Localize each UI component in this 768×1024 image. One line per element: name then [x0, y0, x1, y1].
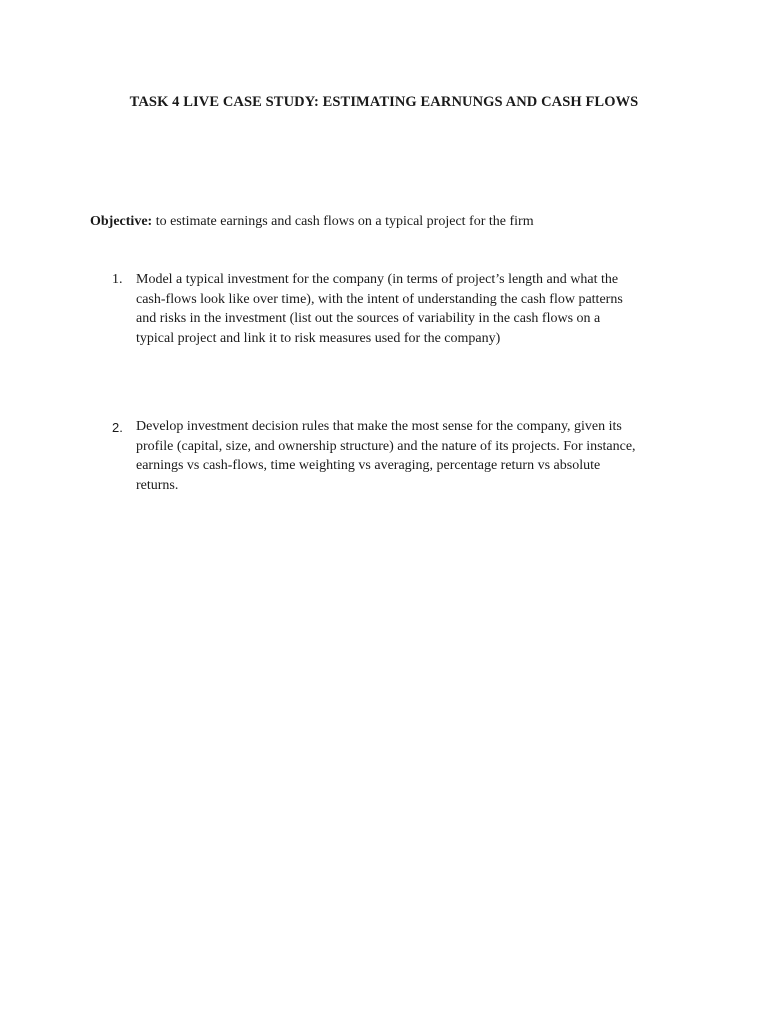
objective-label: Objective:	[90, 214, 153, 229]
list-item-line: Develop investment decision rules that make the most sense for the company, given its	[136, 419, 622, 434]
list-item-line: returns.	[136, 477, 179, 493]
list-item-line: typical project and link it to risk measures used for the company)	[136, 330, 501, 346]
list-item-line: profile (capital, size, and ownership structure) and the nature of its projects. For instance,	[136, 438, 636, 454]
page-title: TASK 4 LIVE CASE STUDY: ESTIMATING EARNUNGS AND CASH FLOWS	[129, 94, 639, 110]
list-item-line: and risks in the investment (list out the sources of variability in the cash flows on a	[136, 311, 601, 326]
list-item-line: earnings vs cash-flows, time weighting vs averaging, percentage return vs absolute	[136, 458, 601, 473]
list-item-text	[136, 417, 672, 495]
list-item-number: 2.	[112, 420, 123, 435]
list-item-line: cash-flows look like over time), with the intent of understanding the cash flow patterns	[136, 291, 623, 307]
objective-text: to estimate earnings and cash flows on a typical project for the firm	[152, 214, 534, 229]
list-item-text	[136, 270, 672, 348]
list-item-number: 1.	[112, 272, 123, 287]
list-item-line: Model a typical investment for the company (in terms of project’s length and what the	[136, 272, 619, 287]
objective-paragraph	[90, 212, 710, 231]
